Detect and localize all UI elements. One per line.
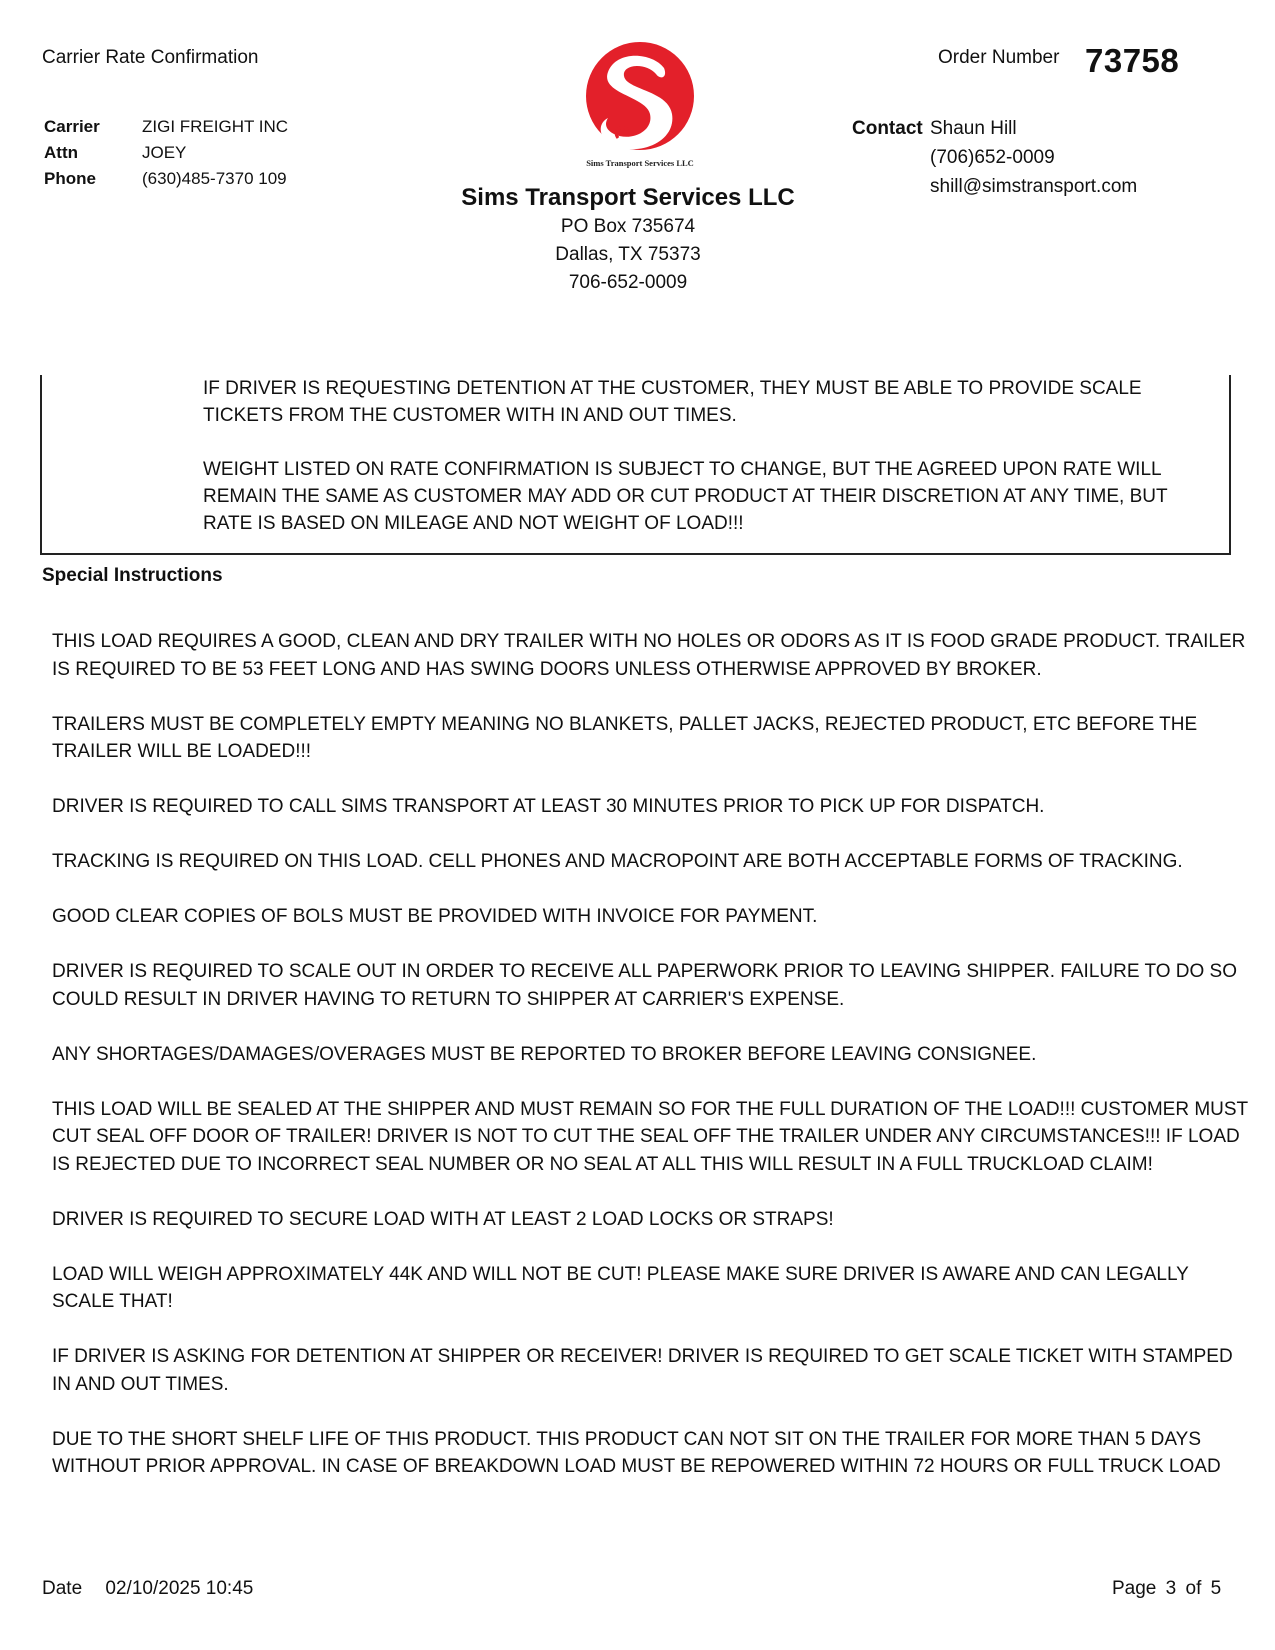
company-phone: 706-652-0009: [568, 272, 688, 293]
document-title: Carrier Rate Confirmation: [42, 47, 259, 68]
terms-box: [40, 375, 1231, 555]
phone-row: [44, 166, 288, 192]
special-instructions-heading: Special Instructions: [42, 565, 223, 586]
carrier-row: [44, 114, 288, 140]
contact-info: [852, 114, 1137, 201]
instruction-item: LOAD WILL WEIGH APPROXIMATELY 44K AND WILL NOT BE CUT! PLEASE MAKE SURE DRIVER IS AWARE AND CAN LEGALLY SCALE THAT!: [52, 1263, 1189, 1312]
attn-value: JOEY: [142, 143, 187, 162]
contact-email: shill@simstransport.com: [930, 176, 1138, 197]
carrier-info: [44, 114, 288, 192]
instruction-item: THIS LOAD WILL BE SEALED AT THE SHIPPER AND MUST REMAIN SO FOR THE FULL DURATION OF THE LOAD!!! CUSTOMER MUST CUT SEAL OFF DOOR OF TRAILER! DRIVER IS NOT TO CUT THE SEAL OFF THE TRAILER UNDER ANY CIRCUMSTANCES!!! IF LOAD IS REJECTED DUE TO INCORRECT SEAL NUMBER OR NO SEAL AT ALL THIS WILL RESULT IN A FULL TRUCKLOAD CLAIM!: [52, 1098, 1248, 1175]
contact-phone: (706)652-0009: [930, 147, 1055, 168]
contact-name: Shaun Hill: [930, 118, 1017, 139]
svg-text:Sims Transport Services LLC: Sims Transport Services LLC: [586, 158, 694, 168]
instruction-item: THIS LOAD REQUIRES A GOOD, CLEAN AND DRY TRAILER WITH NO HOLES OR ODORS AS IT IS FOOD GRADE PRODUCT. TRAILER IS REQUIRED TO BE 53 FEET LONG AND HAS SWING DOORS UNLESS OTHERWISE APPROVED BY BROKER.: [52, 631, 1246, 680]
terms-paragraph: IF DRIVER IS REQUESTING DETENTION AT THE CUSTOMER, THEY MUST BE ABLE TO PROVIDE SCALE TICKETS FROM THE CUSTOMER WITH IN AND OUT TIMES.: [203, 378, 1142, 426]
order-number-label: Order Number: [938, 47, 1060, 68]
instruction-item: IF DRIVER IS ASKING FOR DETENTION AT SHIPPER OR RECEIVER! DRIVER IS REQUIRED TO GET SCALE TICKET WITH STAMPED IN AND OUT TIMES.: [52, 1346, 1233, 1395]
contact-label: Contact: [852, 118, 923, 139]
contact-email-row: [852, 172, 1137, 201]
company-po-box: PO Box 735674: [560, 216, 696, 237]
page-indicator: Page 3 of 5: [1112, 1578, 1222, 1599]
contact-name-row: [852, 114, 1137, 143]
attn-label: Attn: [44, 143, 78, 162]
instruction-item: TRACKING IS REQUIRED ON THIS LOAD. CELL PHONES AND MACROPOINT ARE BOTH ACCEPTABLE FORMS OF TRACKING.: [52, 851, 1183, 872]
company-address-block: [428, 183, 828, 297]
instruction-item: DRIVER IS REQUIRED TO CALL SIMS TRANSPORT AT LEAST 30 MINUTES PRIOR TO PICK UP FOR DISPATCH.: [52, 796, 1045, 817]
instruction-item: DRIVER IS REQUIRED TO SECURE LOAD WITH AT LEAST 2 LOAD LOCKS OR STRAPS!: [52, 1208, 834, 1230]
company-logo: [560, 38, 720, 174]
terms-paragraph: WEIGHT LISTED ON RATE CONFIRMATION IS SUBJECT TO CHANGE, BUT THE AGREED UPON RATE WILL REMAIN THE SAME AS CUSTOMER MAY ADD OR CUT PRODUCT AT THEIR DISCRETION AT ANY TIME, BUT RATE IS BASED ON MILEAGE AND NOT WEIGHT OF LOAD!!!: [203, 459, 1168, 534]
footer-date: [42, 1578, 253, 1600]
phone-label: Phone: [44, 169, 96, 188]
carrier-value: ZIGI FREIGHT INC: [142, 117, 289, 136]
instruction-item: DRIVER IS REQUIRED TO SCALE OUT IN ORDER TO RECEIVE ALL PAPERWORK PRIOR TO LEAVING SHIPPER. FAILURE TO DO SO COULD RESULT IN DRIVER HAVING TO RETURN TO SHIPPER AT CARRIER'S EXPENSE.: [52, 961, 1237, 1010]
instruction-item: TRAILERS MUST BE COMPLETELY EMPTY MEANING NO BLANKETS, PALLET JACKS, REJECTED PRODUCT, ETC BEFORE THE TRAILER WILL BE LOADED!!!: [52, 713, 1198, 762]
instruction-item: DUE TO THE SHORT SHELF LIFE OF THIS PRODUCT. THIS PRODUCT CAN NOT SIT ON THE TRAILER FOR MORE THAN 5 DAYS WITHOUT PRIOR APPROVAL. IN CASE OF BREAKDOWN LOAD MUST BE REPOWERED WITHIN 72 HOURS OR FULL TRUCK LOAD: [52, 1428, 1221, 1477]
date-value: 02/10/2025 10:45: [105, 1578, 254, 1599]
contact-phone-row: [852, 143, 1137, 172]
attn-row: [44, 140, 288, 166]
instruction-item: GOOD CLEAR COPIES OF BOLS MUST BE PROVIDED WITH INVOICE FOR PAYMENT.: [52, 906, 818, 927]
date-label: Date: [42, 1578, 83, 1599]
instruction-item: ANY SHORTAGES/DAMAGES/OVERAGES MUST BE REPORTED TO BROKER BEFORE LEAVING CONSIGNEE.: [52, 1043, 1037, 1065]
special-instructions-list: [52, 628, 1252, 1508]
phone-value: (630)485-7370 109: [142, 169, 287, 188]
order-number: 73758: [1085, 42, 1180, 79]
company-city-state: Dallas, TX 75373: [555, 244, 701, 265]
company-name: Sims Transport Services LLC: [461, 184, 795, 211]
carrier-label: Carrier: [44, 117, 100, 136]
